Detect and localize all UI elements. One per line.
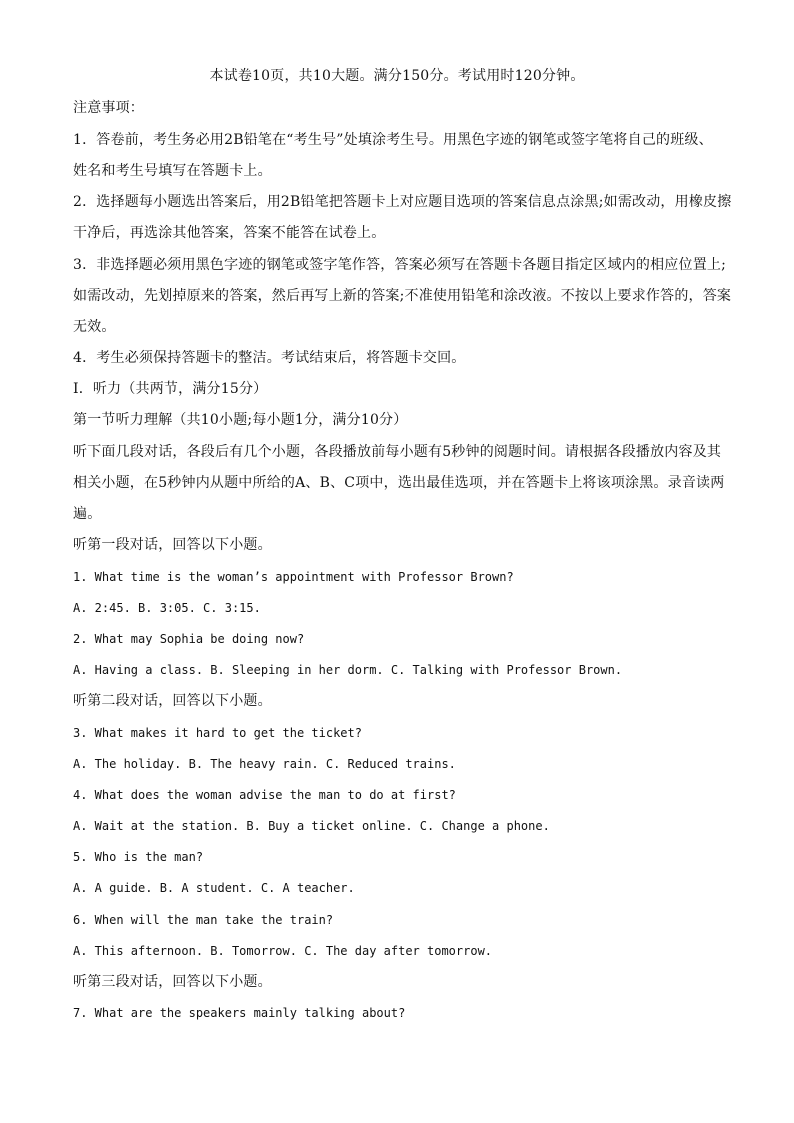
question-7: 7. What are the speakers mainly talking about?: [73, 1006, 406, 1020]
question-3-options: A. The holiday. B. The heavy rain. C. Reduced trains.: [73, 757, 456, 771]
question-5-options: A. A guide. B. A student. C. A teacher.: [73, 881, 355, 895]
question-5: 5. Who is the man?: [73, 850, 204, 864]
notice-item-4: 4．考生必须保持答题卡的整洁。考试结束后，将答题卡交回。: [73, 350, 466, 366]
question-6-options: A. This afternoon. B. Tomorrow. C. The day after tomorrow.: [73, 944, 493, 958]
question-2-options: A. Having a class. B. Sleeping in her dorm. C. Talking with Professor Brown.: [73, 663, 623, 677]
notice-item-3-line-2: 如需改动，先划掉原来的答案，然后再写上新的答案;不准使用铅笔和涂改液。不按以上要求作答的，答案: [73, 288, 732, 304]
notice-item-1-line-1: 1．答卷前，考生务必用2B铅笔在“考生号”处填涂考生号。用黑色字迹的钢笔或签字笔将自己的班级、: [73, 132, 713, 148]
section-title: Ⅰ．听力（共两节，满分15分）: [73, 381, 268, 397]
question-3: 3. What makes it hard to get the ticket?: [73, 726, 362, 740]
dialog-3-title: 听第三段对话，回答以下小题。: [73, 974, 272, 990]
instructions-line-3: 遍。: [73, 506, 102, 522]
part-1-title: 第一节听力理解（共10小题;每小题1分，满分10分）: [73, 412, 408, 428]
notice-item-3-line-1: 3．非选择题必须用黑色字迹的钢笔或签字笔作答，答案必须写在答题卡各题目指定区域内的相应位置上;: [73, 257, 727, 273]
notice-item-2-line-2: 干净后，再选涂其他答案，答案不能答在试卷上。: [73, 225, 386, 241]
dialog-1-title: 听第一段对话，回答以下小题。: [73, 537, 272, 553]
dialog-2-title: 听第二段对话，回答以下小题。: [73, 693, 272, 709]
question-1-options: A. 2:45. B. 3:05. C. 3:15.: [73, 601, 261, 615]
question-2: 2. What may Sophia be doing now?: [73, 632, 305, 646]
question-6: 6. When will the man take the train?: [73, 913, 334, 927]
notice-title: 注意事项：: [73, 100, 144, 116]
notice-item-2-line-1: 2．选择题每小题选出答案后，用2B铅笔把答题卡上对应题目选项的答案信息点涂黑;如需改动，用橡皮擦: [73, 194, 732, 210]
notice-item-3-line-3: 无效。: [73, 319, 116, 335]
instructions-line-1: 听下面几段对话，各段后有几个小题，各段播放前每小题有5秒钟的阅题时间。请根据各段播放内容及其: [73, 444, 722, 460]
notice-item-1-line-2: 姓名和考生号填写在答题卡上。: [73, 163, 272, 179]
question-4-options: A. Wait at the station. B. Buy a ticket online. C. Change a phone.: [73, 819, 550, 833]
question-1: 1. What time is the woman’s appointment with Professor Brown?: [73, 570, 514, 584]
instructions-line-2: 相关小题，在5秒钟内从题中所给的A、B、C项中，选出最佳选项，并在答题卡上将该项涂黑。录音读两: [73, 475, 725, 491]
question-4: 4. What does the woman advise the man to do at first?: [73, 788, 456, 802]
exam-intro: 本试卷10页，共10大题。满分150分。考试用时120分钟。: [209, 68, 585, 84]
